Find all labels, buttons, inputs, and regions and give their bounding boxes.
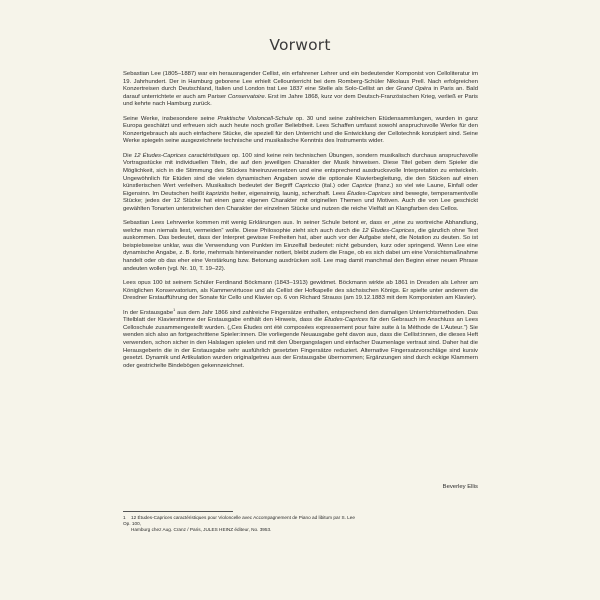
text-run: Sebastian Lees Lehrwerke kommen mit wenig Erklärungen aus. In seiner Schule betont er, dass er „eine zu wortreiche Abhandlung, welche man niemals liest, vermeiden“ wolle. Diese Philosophie zieht sich auch durch die bbox=[123, 220, 478, 234]
paragraph-edition bbox=[123, 307, 479, 370]
paragraph-dedication bbox=[123, 280, 478, 303]
footnote-line-2: Hamburg chez Aug. Cranz / Paris, JULES HEINZ éditeur, No. 3953. bbox=[131, 526, 272, 532]
page-title: Vorwort bbox=[269, 36, 331, 54]
text-run: aus dem Jahr 1866 sind zahlreiche Fingersätze enthalten, entsprechend den damaligen Unterrichtsmethoden. Das Titelblatt der Klavierstimme der Erstausgabe enthält den Hinweis, dass die bbox=[123, 309, 478, 324]
text-run: Sebastian Lee (1805–1887) war ein herausragender Cellist, ein erfahrener Lehrer und ein bedeutender Komponist von Celloliteratur im 19. Jahrhundert. Der in Hamburg geborene Lee erhielt Cellounterricht bei dem Romberg-Schüler Nikolaus Prell. Nach erfolgreichen Konzertreisen durch Deutschland, Italien und London trat Lee 1837 eine Stelle als Solo-Cellist an der bbox=[123, 71, 478, 93]
text-run: in Paris an. Bald darauf unterrichtete er auch am Pariser bbox=[123, 86, 479, 100]
footnote-number: 1 bbox=[123, 515, 126, 520]
italic-run: kapriziös bbox=[205, 190, 230, 197]
paragraph-works bbox=[123, 116, 478, 146]
text-run: (ital.) oder bbox=[319, 183, 352, 190]
text-run: (franz.) so viel wie Laune, Einfall oder Eigensinn. Im Deutschen heißt bbox=[123, 183, 478, 197]
italic-run: Études-Caprices bbox=[324, 317, 368, 324]
text-run: , die gänzlich ohne Text auskommen. Das bedeutet, dass der Interpret gewisse Freiheiten hat, aber auch vor der Aufgabe steht, die Notation zu deuten. So ist beispielsweise unklar, was die Verwendung von Punkten im Einzelfall bedeutet: nicht gebunden, kurz oder springend. Wenn Lee eine dynamische Angabe, z. B. bbox=[123, 227, 479, 257]
text-run: op. 100 sind keine rein technischen Übungen, sondern musikalisch durchaus anspruchsvolle Vortragsstücke mit individuellen Titeln, die auf den jeweiligen Charakter der Musik hinweisen. Diese Titel geben dem Spieler die Möglichkeit, sich in die Stimmung des Stückes hineinzuversetzen und eine entsprechend ausdrucksvolle Interpretation zu entwickeln. Ungewöhnlich für Etüden sind die vielen dynamischen Angaben sowie die optionale Klavierbegleitung, die den Stücken auf einen künstlerischen Wert verleihen. Musikalisch bedeutet der Begriff bbox=[123, 152, 478, 190]
footnote-divider bbox=[123, 511, 233, 512]
italic-run: 12 Études-Caprices bbox=[362, 227, 415, 234]
text-run: Lees opus 100 ist seinem Schüler Ferdinand Böckmann (1843–1913) gewidmet. Böckmann wirkte ab 1861 in Dresden als Lehrer am Königlichen Konservatorium, als Kammervirtuose und als Cellist der Hofkapelle des sächsischen Königs. Er spielte unter anderem die Dresdner Erstaufführung der Sonate für Cello und Klavier op. 6 von Richard Strauss (am 19.12.1883 mit dem Komponisten am Klavier). bbox=[123, 280, 478, 302]
italic-run: Études-Caprices bbox=[347, 190, 391, 197]
paragraph-notation bbox=[123, 220, 478, 273]
text-run: Die bbox=[123, 152, 134, 159]
author-signature: Beverley Ellis bbox=[442, 484, 478, 490]
text-run: für den Gebrauch im Anschluss an Lees Celloschule zusammengestellt wurden. („Ces Études ont été composées expressement pour faire suite à la Méthode de L’Auteur.“) Sie wenden sich also an fortgeschrittene Spieler:innen. Die vorliegende Neuausgabe geht davon aus, dass die Cellist:innen, die dieses Heft verwenden, schon sicher in den Halslagen spielen und mit den Übergangslagen und einfacher Daumenlage vertraut sind. Daher hat die Herausgeberin die in der Erstausgabe sehr ausführlich gesetzten Fingersätze reduziert. Alternative Fingersatzvorschläge sind kursiv gesetzt. Dynamik und Artikulation wurden originalgetreu aus der Erstausgabe übernommen; Ergänzungen sind durch eckige Klammern oder gestrichelte Bindebögen gekennzeichnet. bbox=[123, 317, 479, 369]
text-run: In der Erstausgabe bbox=[123, 309, 174, 316]
italic-run: Praktische Violoncell-Schule bbox=[217, 115, 293, 122]
text-run: Seine Werke, insbesondere seine bbox=[123, 115, 218, 122]
paragraph-etudes bbox=[123, 153, 478, 213]
paragraph-biography bbox=[123, 71, 478, 109]
italic-run: forte bbox=[192, 250, 205, 257]
text-run: sind bewegte, temperamentvolle Stücke; jedes der 12 Stücke hat einen ganz eigenen Charakter mit originellen Themen und Motiven. Auch die von Lee geschickt gewählten Tonarten unterstreichen den Charakter der einzelnen Stücke und nutzen die reiche Vielfalt an Klangfarben des Cellos. bbox=[123, 190, 478, 212]
italic-run: 12 Études-Caprices caractéristiques bbox=[133, 152, 230, 159]
footnote-line-1: 12 Études-Caprices caractéristiques pour Violoncelle avec Accompagnement de Piano ad libitum par S. Lee Op. 100, bbox=[123, 515, 355, 526]
text-run: . Erst im Jahre 1868, kurz vor dem Deutsch-Französischen Krieg, verließ er Paris und kehrte nach Hamburg zurück. bbox=[123, 93, 478, 108]
italic-run: Caprice bbox=[351, 183, 373, 190]
preface-body bbox=[123, 71, 478, 377]
italic-run: Capriccio bbox=[294, 183, 320, 190]
footnote bbox=[123, 515, 363, 533]
italic-run: Conservatoire bbox=[227, 93, 265, 100]
italic-run: Grand Opéra bbox=[396, 86, 432, 93]
text-run: op. 30 und seine zahlreichen Etüdensammlungen, wurden in ganz Europa geschätzt und erfreuen sich auch heute noch großer Beliebtheit. Lees Schaffen umfasst sowohl anspruchsvolle Werke für den Konzertgebrauch als auch einfachere Stücke, die speziell für den Unterricht und die Entwicklung der Cellotechnik konzipiert sind. Seine Werke spiegeln seine ausgezeichnete technische und musikalische Kenntnis des Instruments wider. bbox=[123, 115, 478, 145]
footnote-marker: 1 bbox=[173, 307, 176, 312]
text-run: , mehrmals hintereinander notiert, bleibt zudem die Frage, ob es sich dabei um eine Vorsichtsmaßnahme handelt oder ob das eher eine Verstärkung bzw. Betonung ausdrücken soll. Lee mag damit manchmal den Beginn einer neuen Phrase andeuten wollen (vgl. Nr. 10, T. 19–22). bbox=[123, 250, 478, 272]
text-run: heiter, eigensinnig, launig, scherzhaft. Lees bbox=[229, 190, 348, 197]
